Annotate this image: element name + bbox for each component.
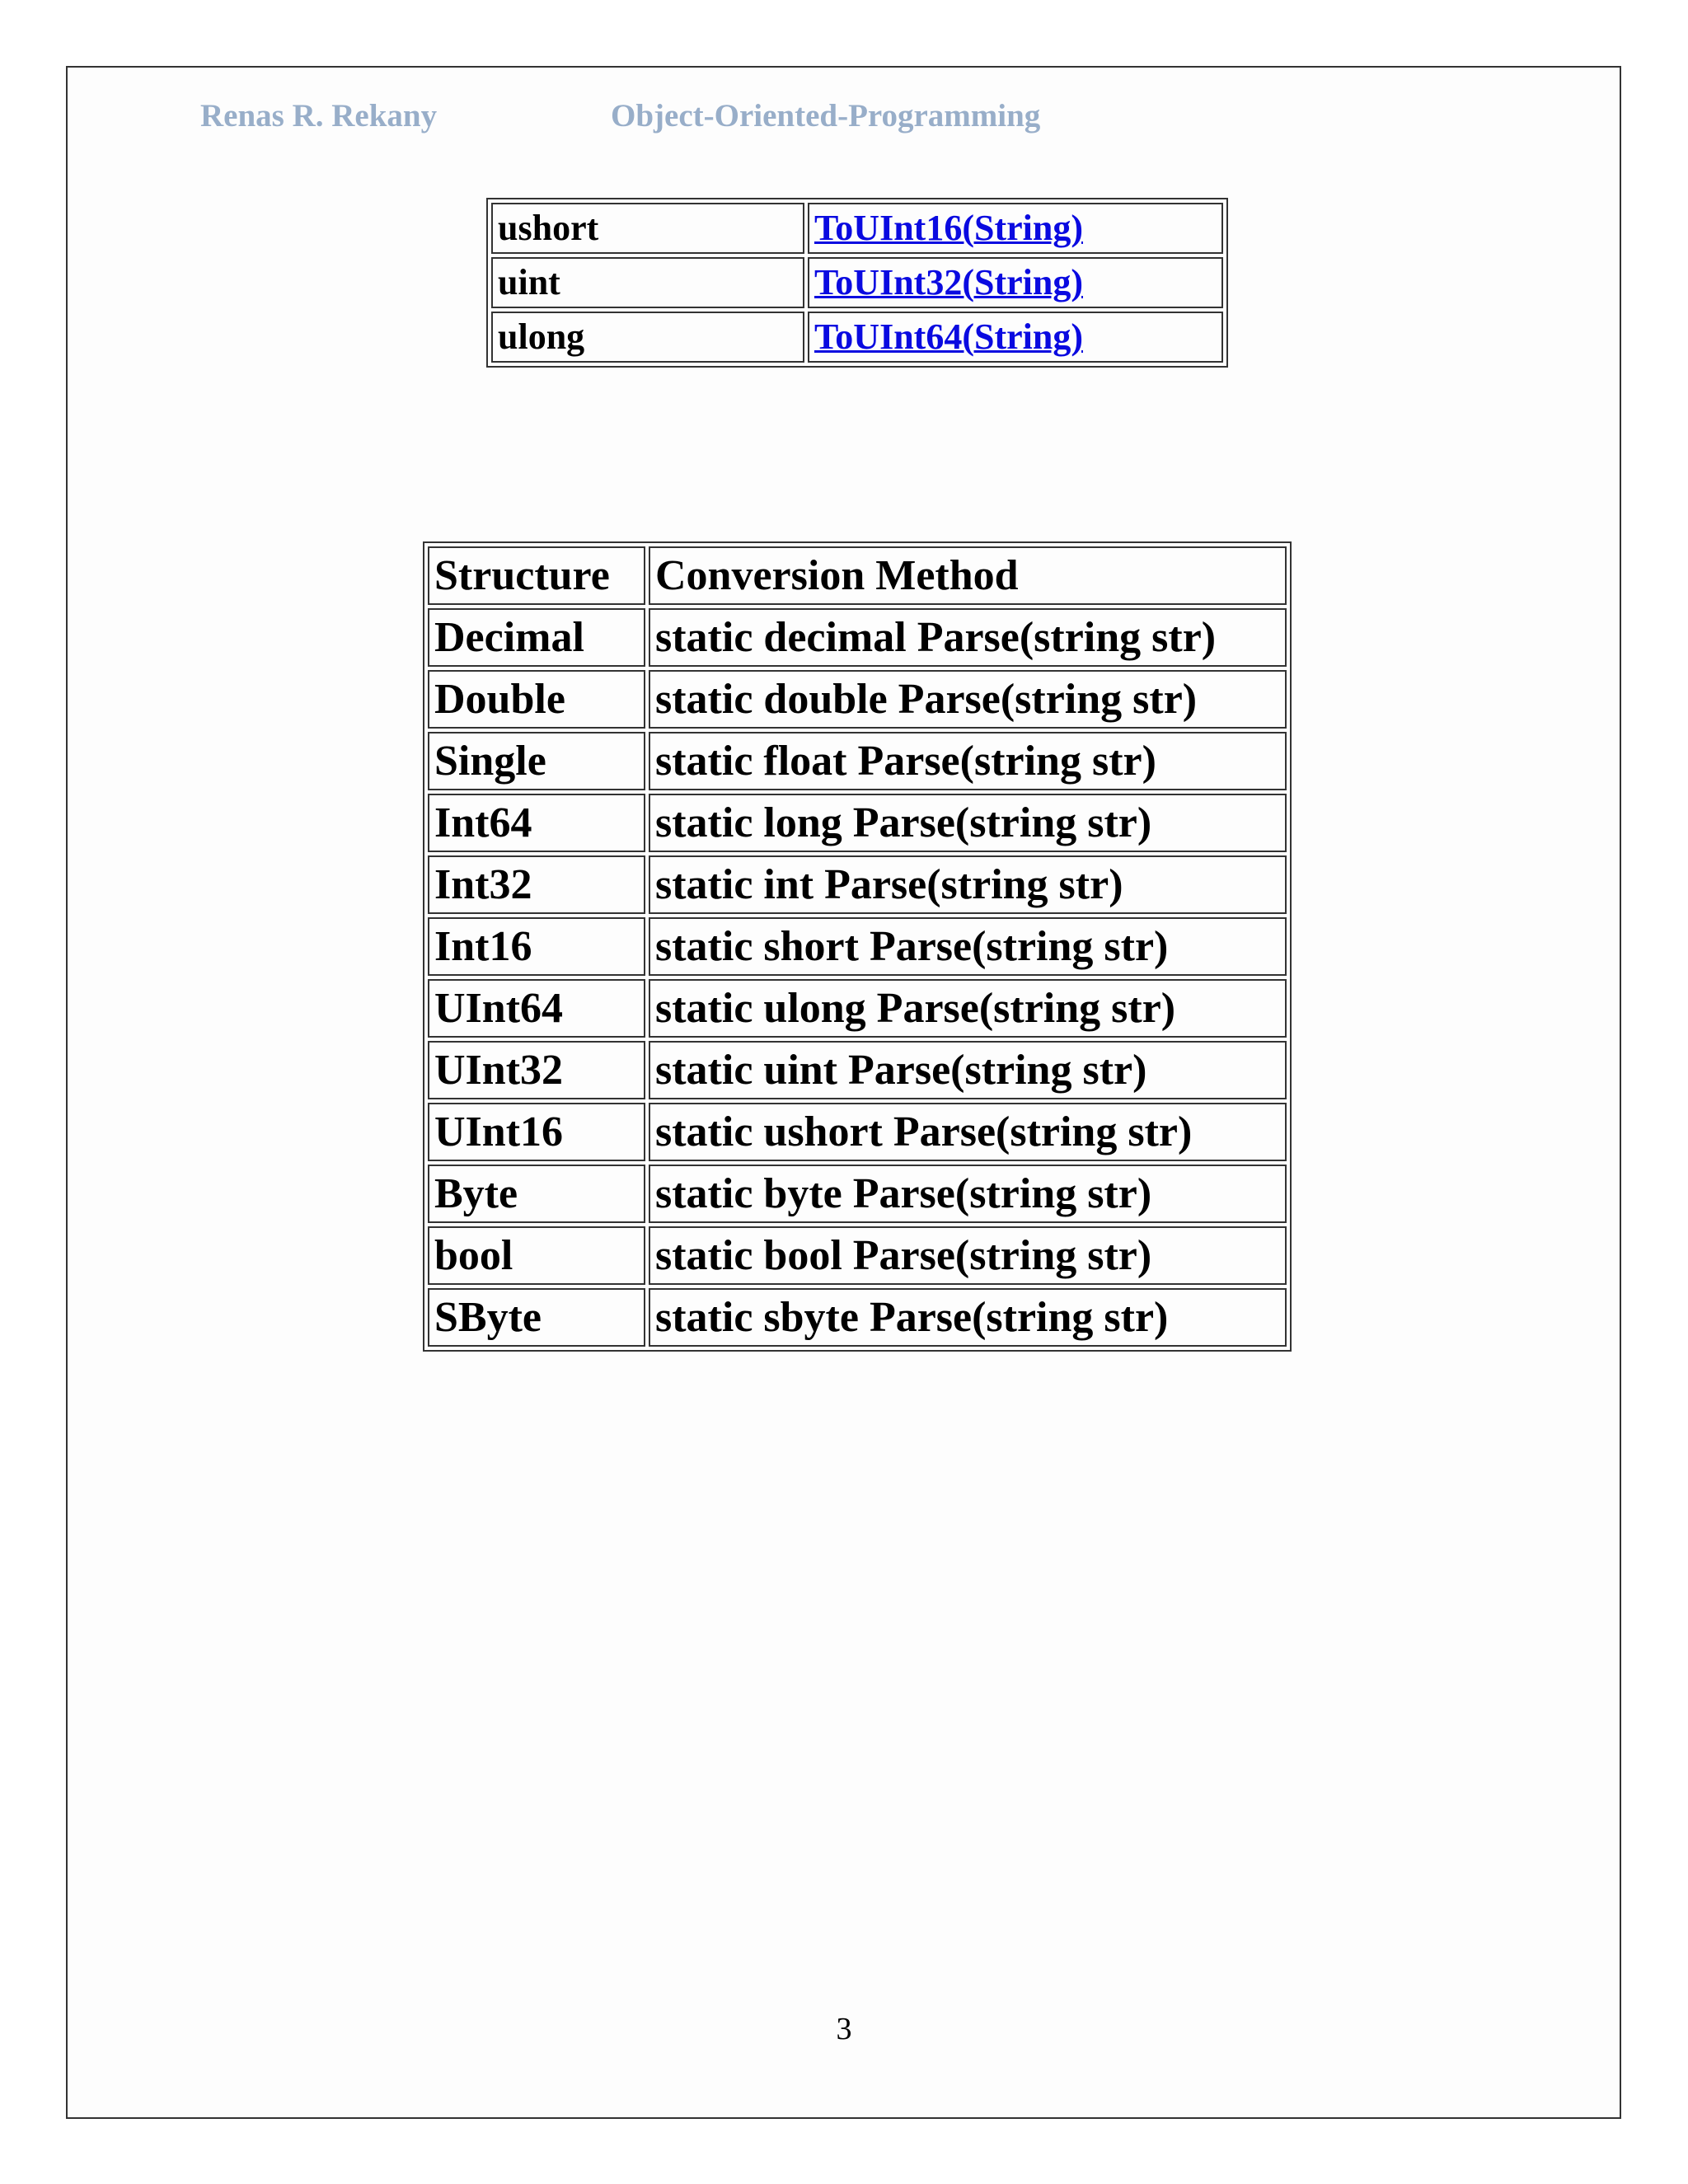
method-cell: static int Parse(string str)	[649, 855, 1287, 914]
method-cell: static short Parse(string str)	[649, 917, 1287, 976]
structure-cell: bool	[428, 1226, 645, 1285]
table-row	[491, 203, 1223, 254]
structure-cell: SByte	[428, 1288, 645, 1347]
method-link[interactable]: ToUInt16(String)	[814, 208, 1083, 248]
table-row	[428, 917, 1287, 976]
table-row	[428, 1103, 1287, 1161]
table-row	[491, 257, 1223, 308]
method-cell: static long Parse(string str)	[649, 794, 1287, 852]
structure-cell: Decimal	[428, 608, 645, 667]
column-header-method: Conversion Method	[649, 546, 1287, 605]
structure-cell: Byte	[428, 1165, 645, 1223]
type-cell: ushort	[491, 203, 804, 254]
table-row	[428, 979, 1287, 1038]
method-cell: static ulong Parse(string str)	[649, 979, 1287, 1038]
method-cell: static float Parse(string str)	[649, 732, 1287, 790]
header-course-title: Object-Oriented-Programming	[611, 98, 1041, 134]
method-cell: static uint Parse(string str)	[649, 1041, 1287, 1099]
method-cell	[808, 312, 1223, 363]
structure-cell: UInt64	[428, 979, 645, 1038]
type-cell: uint	[491, 257, 804, 308]
type-cell: ulong	[491, 312, 804, 363]
conversion-links-table	[486, 198, 1228, 368]
table-row	[428, 608, 1287, 667]
structure-cell: Int64	[428, 794, 645, 852]
method-cell	[808, 203, 1223, 254]
structure-cell: Double	[428, 670, 645, 729]
table-header-row	[428, 546, 1287, 605]
table-row	[428, 1165, 1287, 1223]
method-cell: static sbyte Parse(string str)	[649, 1288, 1287, 1347]
table-row	[428, 732, 1287, 790]
table-row	[428, 855, 1287, 914]
structure-cell: UInt32	[428, 1041, 645, 1099]
structure-cell: Int32	[428, 855, 645, 914]
method-cell: static byte Parse(string str)	[649, 1165, 1287, 1223]
method-link[interactable]: ToUInt32(String)	[814, 262, 1083, 302]
method-cell: static ushort Parse(string str)	[649, 1103, 1287, 1161]
header-author: Renas R. Rekany	[200, 98, 438, 134]
method-link[interactable]: ToUInt64(String)	[814, 316, 1083, 357]
table-row	[428, 670, 1287, 729]
structure-cell: Int16	[428, 917, 645, 976]
method-cell: static decimal Parse(string str)	[649, 608, 1287, 667]
structure-cell: Single	[428, 732, 645, 790]
method-cell: static double Parse(string str)	[649, 670, 1287, 729]
table-row	[428, 1288, 1287, 1347]
method-cell	[808, 257, 1223, 308]
table-row	[428, 1041, 1287, 1099]
page-number: 3	[836, 2012, 852, 2046]
table-row	[491, 312, 1223, 363]
column-header-structure: Structure	[428, 546, 645, 605]
parse-methods-table	[423, 541, 1292, 1352]
structure-cell: UInt16	[428, 1103, 645, 1161]
table-row	[428, 794, 1287, 852]
table-row	[428, 1226, 1287, 1285]
method-cell: static bool Parse(string str)	[649, 1226, 1287, 1285]
